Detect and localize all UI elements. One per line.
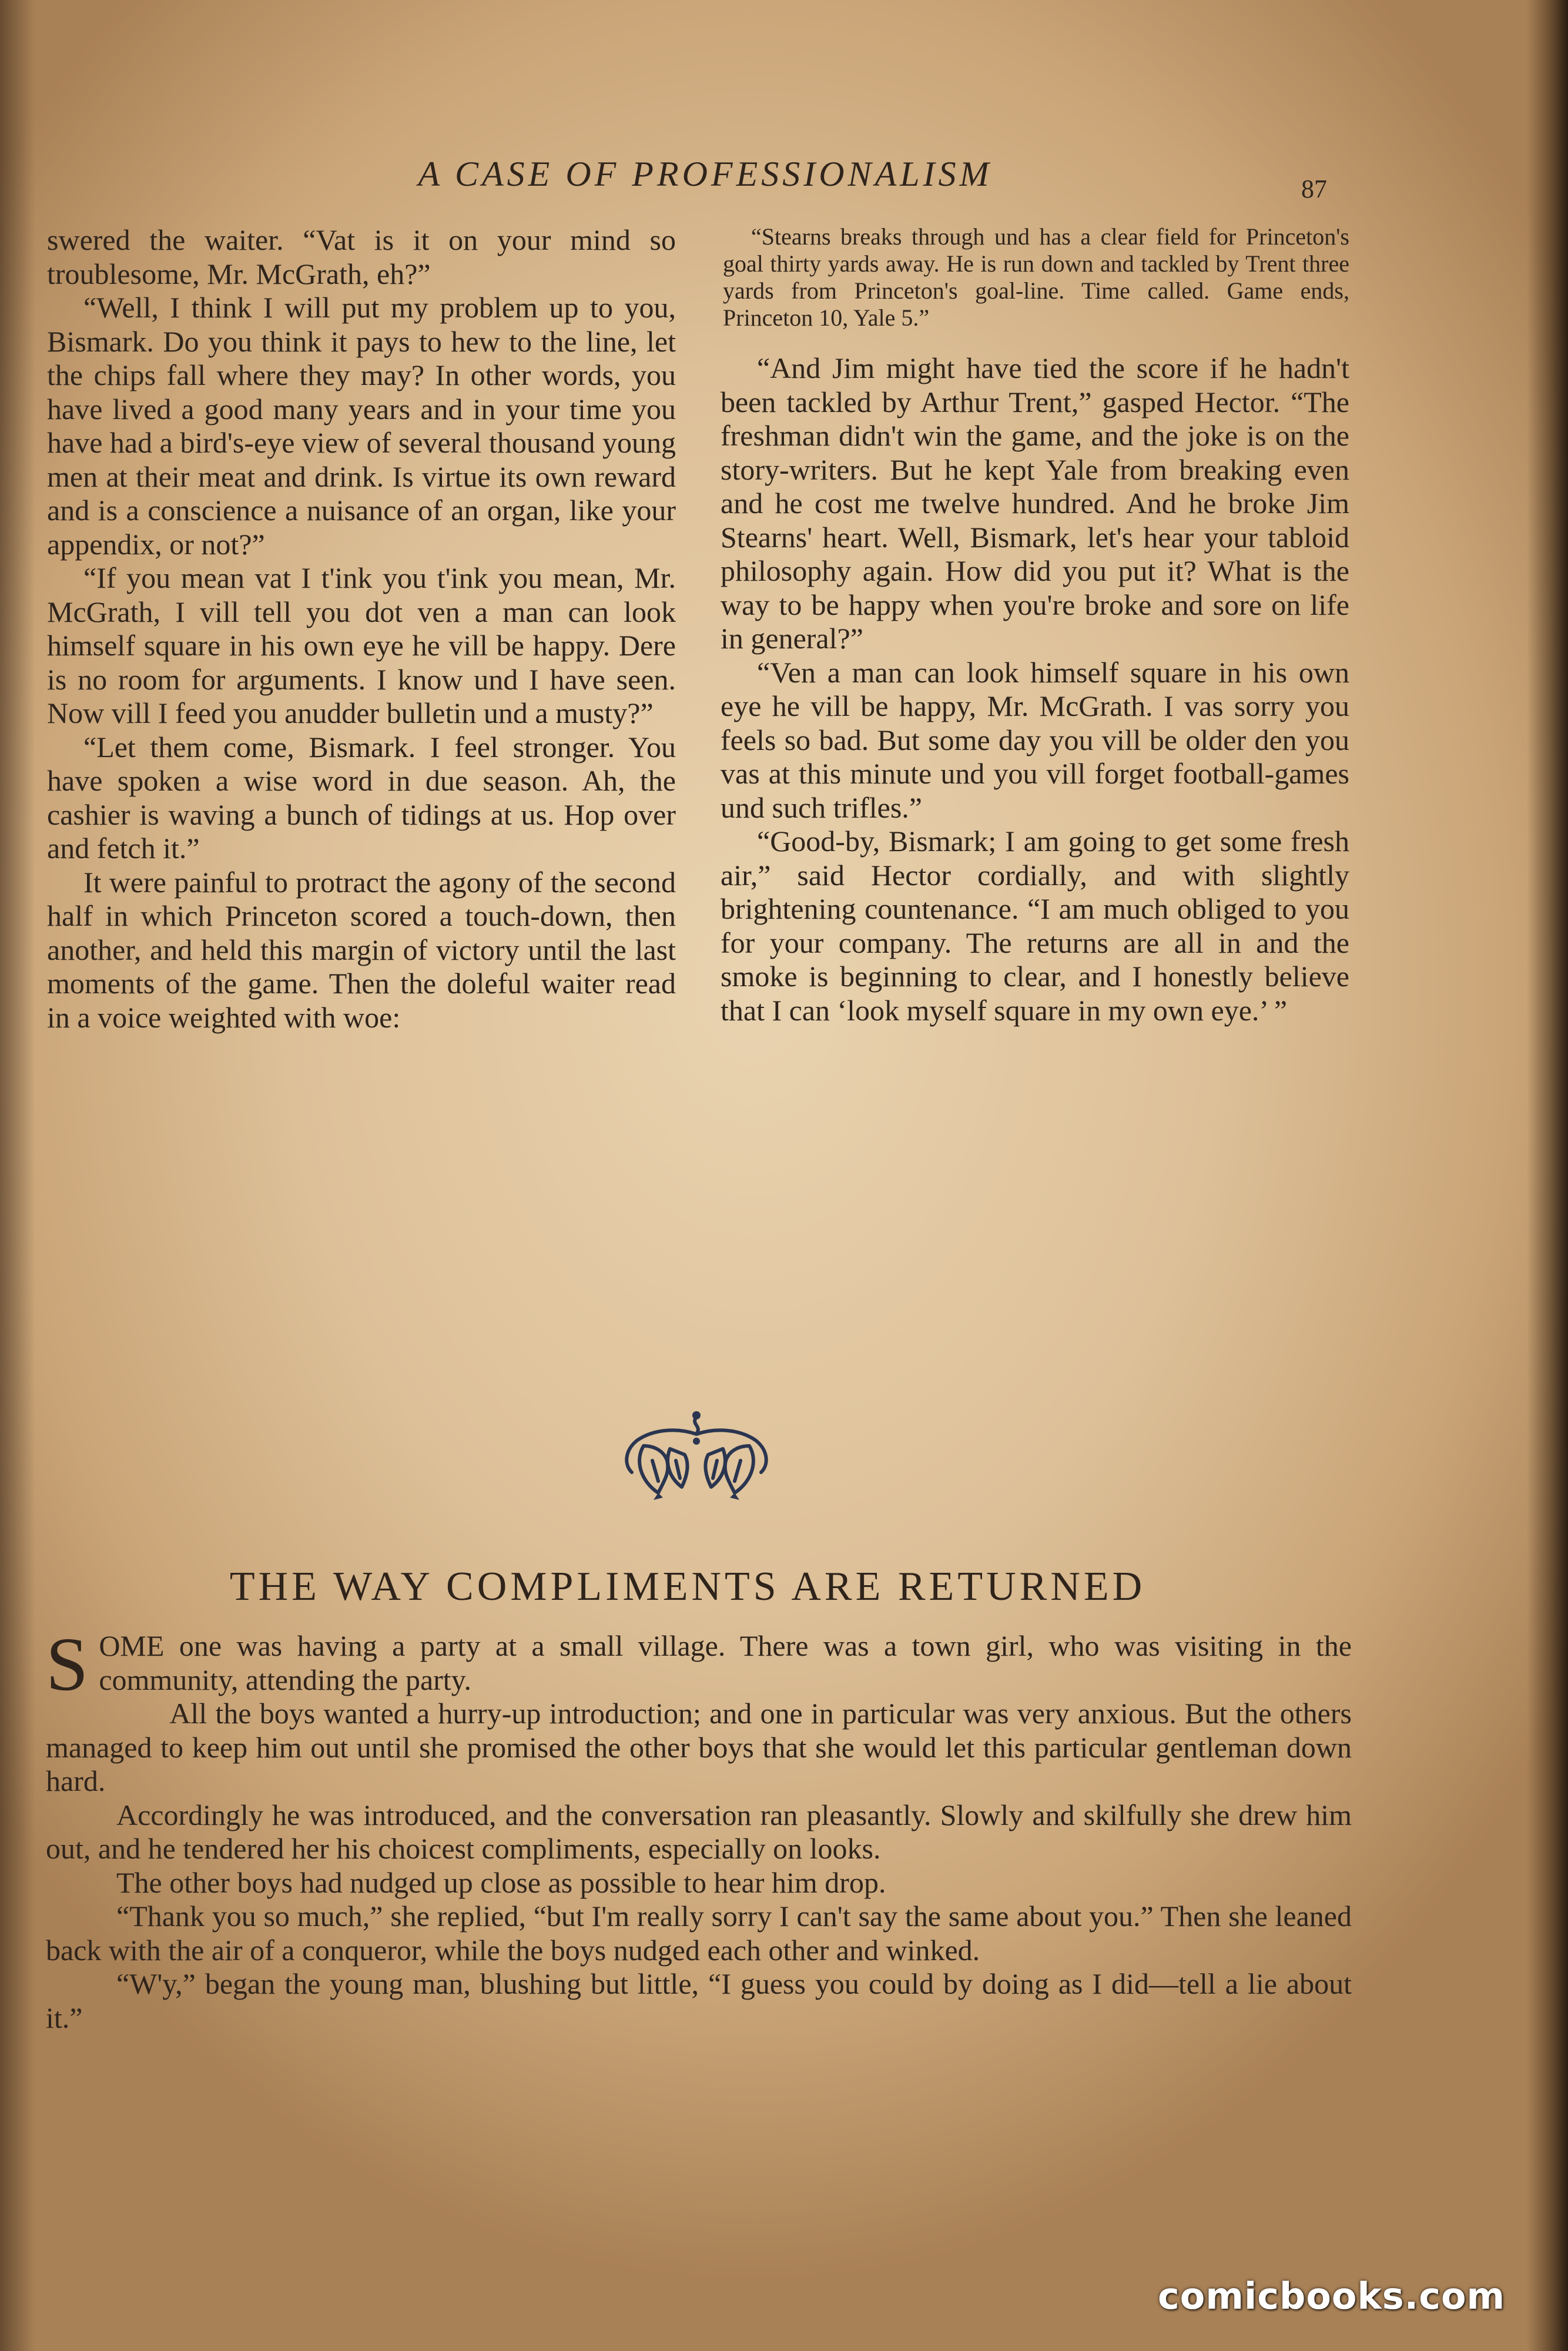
bulletin-text: “Stearns breaks through und has a clear field for Princeton's goal thirty yards away. He is run down and tackled by Trent three yards from Princeton's goal-line. Time called. Game ends, Princeton 10, Yale 5.” — [723, 223, 1349, 331]
floral-ornament-icon — [608, 1405, 785, 1505]
book-spine-shadow — [1527, 0, 1568, 2351]
site-watermark: comicbooks.com — [1158, 2275, 1506, 2317]
article-body — [46, 1622, 1352, 2035]
paragraph: “Well, I think I will put my problem up to you, Bismark. Do you think it pays to hew to the line, let the chips fall where they may? In other words, you have lived a good many years and in your time you have had a bird's-eye view of several thousand young men at their meat and drink. Is virtue its own reward and is a conscience a nuisance of an organ, like your appendix, or not?” — [47, 291, 676, 561]
paragraph: “And Jim might have tied the score if he hadn't been tackled by Arthur Trent,” gasped Hector. “The freshman didn't win the game, and the joke is on the story-writers. But he kept Yale from breaking even and he cost me twelve hundred. And he broke Jim Stearns' heart. Well, Bismark, let's hear your tabloid philosophy again. How did you put it? What is the way to be happy when you're broke and sore on life in general?” — [721, 351, 1349, 655]
first-paragraph-text: OME one was having a party at a small village. There was a town girl, who was visiting in the community, attending the party. — [99, 1629, 1352, 1696]
first-paragraph — [46, 1622, 1352, 1707]
paragraph: It were painful to protract the agony of the second half in which Princeton scored a touch-down, then another, and held this margin of victory until the last moments of the game. Then the doleful waiter read in a voice weighted with woe: — [47, 865, 676, 1034]
paragraph: swered the waiter. “Vat is it on your mind so troublesome, Mr. McGrath, eh?” — [47, 223, 676, 290]
drop-cap: S — [46, 1622, 89, 1707]
paragraph: “W'y,” began the young man, blushing but little, “I guess you could by doing as I did—tell a lie about it.” — [46, 1967, 1352, 2034]
paragraph: “Ven a man can look himself square in his own eye he vill be happy, Mr. McGrath. I vas sorry you feels so bad. But some day you vill be older den you vas at this minute und you vill forget football-games und such trifles.” — [721, 655, 1349, 824]
paragraph: The other boys had nudged up close as possible to hear him drop. — [116, 1866, 886, 1899]
paragraph: “If you mean vat I t'ink you t'ink you mean, Mr. McGrath, I vill tell you dot ven a man can look himself square in his own eye he vill be happy. Dere is no room for arguments. I know und I have seen. Now vill I feed you anudder bulletin und a musty?” — [47, 561, 676, 729]
running-title: A CASE OF PROFESSIONALISM — [418, 155, 993, 193]
paragraph: “Let them come, Bismark. I feel stronger. You have spoken a wise word in due season. Ah, the cashier is waving a bunch of tidings at us. Hop over and fetch it.” — [47, 730, 676, 865]
bulletin-quote — [721, 223, 1349, 331]
paragraph: “Thank you so much,” she replied, “but I'm really sorry I can't say the same about you.” Then she leaned back with the air of a conqueror, while the boys nudged each other and winked. — [46, 1900, 1352, 1967]
paragraph: Accordingly he was introduced, and the conversation ran pleasantly. Slowly and skilfully she drew him out, and he tendered her his choicest compliments, especially on looks. — [46, 1798, 1352, 1865]
paragraph: All the boys wanted a hurry-up introduction; and one in particular was very anxious. But the others managed to keep him out until she promised the other boys that she would let this particular gentleman down hard. — [46, 1697, 1352, 1797]
page-number: 87 — [1301, 175, 1327, 203]
left-column — [47, 223, 676, 1034]
paragraph: “Good-by, Bismark; I am going to get some fresh air,” said Hector cordially, and with slightly brightening countenance. “I am much obliged to you for your company. The returns are all in and the smoke is beginning to clear, and I honestly believe that I can ‘look myself square in my own eye.’ ” — [721, 825, 1349, 1027]
article-title: THE WAY COMPLIMENTS ARE RETURNED — [229, 1564, 1146, 1609]
right-column — [721, 223, 1349, 1027]
page-edge-shadow — [0, 0, 35, 2351]
